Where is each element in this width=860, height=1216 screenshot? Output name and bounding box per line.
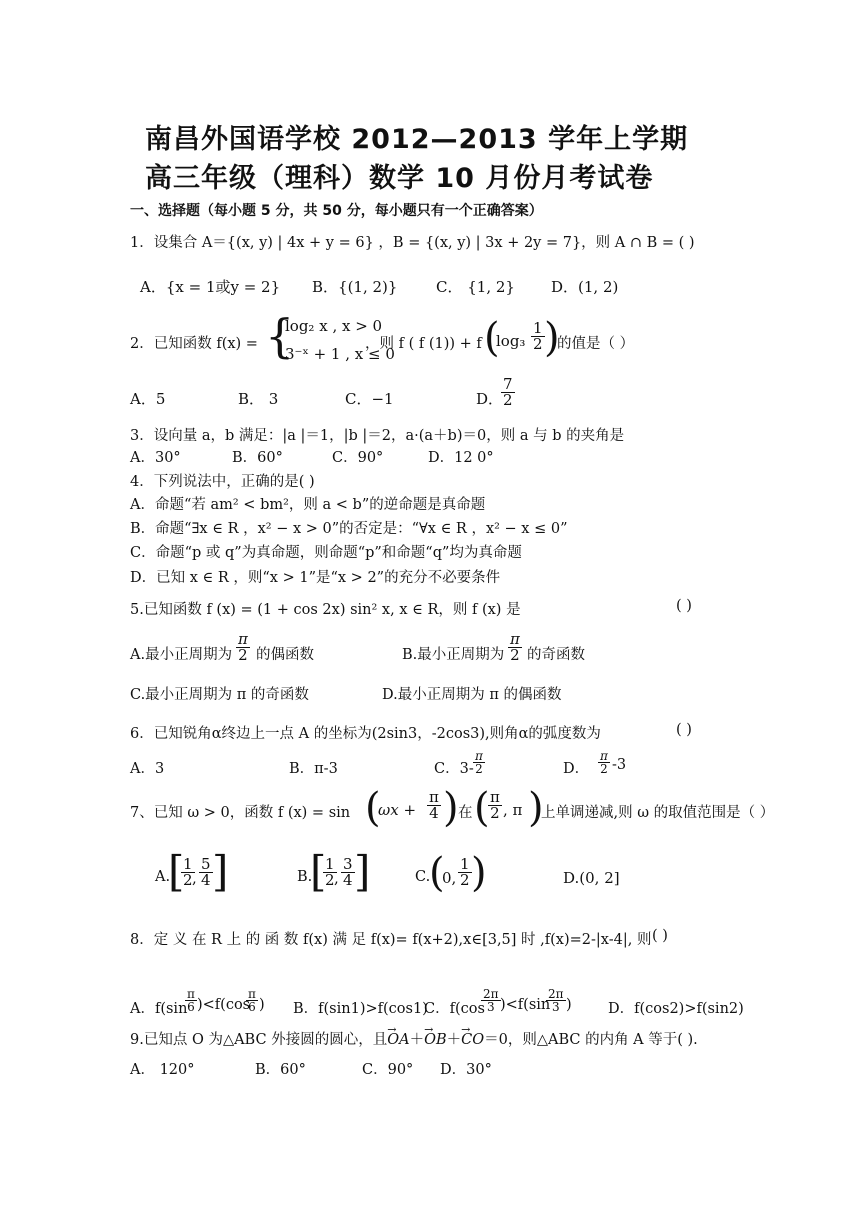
q2-option-d-fraction <box>500 377 516 408</box>
q8-option-a-end: ) <box>259 997 265 1013</box>
q8-c-three2: 3 <box>551 1000 560 1014</box>
q8-option-c-end: ) <box>566 997 572 1013</box>
q8-option-b: B．f(sin1)>f(cos1) <box>293 1001 428 1017</box>
q9-option-b: B．60° <box>255 1062 306 1078</box>
q5-stem: 5.已知函数 f (x) = (1 + cos 2x) sin² x, x ∈ R，则 f (x) 是 <box>130 602 521 618</box>
q8-a-frac2 <box>245 988 259 1013</box>
q5-option-b-post: 的奇函数 <box>527 647 585 663</box>
q2-case1: log₂ x , x > 0 <box>285 317 383 335</box>
q7-option-b-label: B. <box>297 869 313 885</box>
q9-plus-2: ＋ <box>446 1032 462 1048</box>
q5-option-c: C.最小正周期为 π 的奇函数 <box>130 687 309 703</box>
q9-option-c: C．90° <box>362 1062 414 1078</box>
q2-prefix: 2．已知函数 f(x) = <box>130 336 258 352</box>
q7-c-2: 2 <box>460 871 470 889</box>
q8-option-c: C．f(cos <box>424 1001 485 1017</box>
q7-c-lparen: ( <box>429 850 445 896</box>
q6-c-pi: π <box>475 749 483 763</box>
q6-c-two: 2 <box>475 762 483 776</box>
q7-left-paren: ( <box>365 785 381 831</box>
q5-option-b-fraction <box>507 632 523 663</box>
q8-c-frac2 <box>545 988 567 1013</box>
q3-option-a: A．30° <box>130 450 181 466</box>
q4-option-c: C．命题“p 或 q”为真命题，则命题“p”和命题“q”均为真命题 <box>130 545 522 561</box>
q2-option-c: C．−1 <box>345 390 394 408</box>
q7-four: 4 <box>429 804 439 822</box>
q6-d-two: 2 <box>600 762 608 776</box>
q7-b-2: 2 <box>325 871 335 889</box>
q8-c-2pi2: 2π <box>548 987 564 1001</box>
q1-option-a: A．{x = 1或y = 2} <box>140 278 281 296</box>
q9-vector-ob: → OB <box>424 1032 447 1048</box>
q5-option-a-pre: A.最小正周期为 <box>130 647 233 663</box>
q6-answer-paren: ( ) <box>676 722 692 738</box>
q8-a-six2: 6 <box>248 1000 256 1014</box>
q7-in: 在 <box>458 805 473 821</box>
q8-c-three1: 3 <box>486 1000 495 1014</box>
q6-option-c-fraction <box>472 750 486 775</box>
q9-stem <box>130 1028 698 1049</box>
q8-stem: 8．定 义 在 R 上 的 函 数 f(x) 满 足 f(x)= f(x+2),x∈[3,5] 时 ,f(x)=2-|x-4|, 则 <box>130 932 652 948</box>
q3-stem: 3．设向量 a，b 满足：|a |＝1，|b |＝2，a·(a＋b)＝0，则 a 与 b 的夹角是 <box>130 428 625 444</box>
q7-post: 上单调递减,则 ω 的取值范围是（ ） <box>541 805 775 821</box>
q4-option-d: D．已知 x ∈ R ，则“x > 1”是“x > 2”的充分不必要条件 <box>130 570 501 586</box>
q7-a-comma: , <box>192 869 197 887</box>
q1-option-b: B．{(1, 2)} <box>312 278 398 296</box>
q2-d-num: 7 <box>503 375 513 393</box>
q2-suffix: 的值是（ ） <box>557 336 635 352</box>
q5-b-two: 2 <box>510 646 520 664</box>
q7-interval-tail: , π <box>503 801 523 819</box>
q7-c-zero: 0, <box>442 869 457 887</box>
q2-mid: ，则 f ( f (1)) + f <box>365 336 482 352</box>
q3-option-b: B．60° <box>232 450 283 466</box>
q2-left-paren: ( <box>484 315 500 361</box>
q2-log: log₃ <box>496 332 526 350</box>
q7-a-4: 4 <box>201 871 211 889</box>
q7-b-1: 1 <box>325 855 335 873</box>
q5-a-pi: π <box>238 630 248 648</box>
q8-option-a: A．f(sin <box>130 1001 188 1017</box>
q7-b-comma: , <box>334 869 339 887</box>
q9-stem-post: ＝0，则△ABC 的内角 A 等于( ). <box>484 1032 698 1048</box>
q4-option-b: B．命题“∃x ∈ R ，x² − x > 0”的否定是：“∀x ∈ R ，x² − x ≤ 0” <box>130 521 568 537</box>
q6-stem: 6．已知锐角α终边上一点 A 的坐标为(2sin3，-2cos3),则角α的弧度数为 <box>130 726 601 742</box>
q3-option-d: D．12 0° <box>428 450 494 466</box>
q5-b-pi: π <box>510 630 520 648</box>
q7-option-c-label: C. <box>415 869 431 885</box>
q9-vector-co: → CO <box>461 1032 484 1048</box>
q7-b-rbracket: ] <box>354 847 371 896</box>
section-heading: 一、选择题（每小题 5 分，共 50 分，每小题只有一个正确答案） <box>130 203 543 219</box>
q8-a-pi2: π <box>248 987 256 1001</box>
q7-interval-left: ( <box>474 785 490 831</box>
q7-interval-pi: π <box>490 788 500 806</box>
q1-stem: 1．设集合 A＝{(x, y) | 4x + y = 6} ，B = {(x, y) | 3x + 2y = 7}，则 A ∩ B = ( ) <box>130 235 695 251</box>
q1-option-c: C． {1, 2} <box>436 278 515 296</box>
q7-option-d: D.(0, 2] <box>563 869 620 887</box>
q3-option-c: C．90° <box>332 450 384 466</box>
q7-pi-over-2 <box>487 790 503 821</box>
q8-option-d: D．f(cos2)>f(sin2) <box>608 1001 744 1017</box>
q7-pi-over-4 <box>426 790 442 821</box>
q9-stem-pre: 9.已知点 O 为△ABC 外接圆的圆心，且 <box>130 1032 388 1048</box>
q7-a-1: 1 <box>183 855 193 873</box>
q6-option-d-pre: D． <box>563 761 590 777</box>
title-line2: 高三年级（理科）数学 10 月份月考试卷 <box>145 163 654 194</box>
q8-a-six1: 6 <box>187 1000 195 1014</box>
q6-option-b: B．π-3 <box>289 761 338 777</box>
q2-option-d: D． <box>476 390 504 408</box>
q6-option-d-post: -3 <box>612 757 627 773</box>
q2-option-a: A．5 <box>130 390 166 408</box>
q8-c-2pi1: 2π <box>483 987 499 1001</box>
q7-a-lbracket: [ <box>168 847 185 896</box>
q7-pi: π <box>429 788 439 806</box>
q5-answer-paren: ( ) <box>676 598 692 614</box>
q8-a-frac1 <box>184 988 198 1013</box>
title-line1: 南昌外国语学校 2012—2013 学年上学期 <box>145 124 689 155</box>
q5-option-a-fraction <box>235 632 251 663</box>
q7-right-paren: ) <box>443 785 459 831</box>
q7-a-5: 5 <box>201 855 211 873</box>
q7-a-2: 2 <box>183 871 193 889</box>
q2-frac-den: 2 <box>533 335 543 353</box>
q2-case2: 3⁻ˣ + 1 , x ≤ 0 <box>285 345 395 363</box>
q2-brace: { <box>265 309 295 363</box>
q7-interval-right: ) <box>528 785 544 831</box>
q2-frac-num: 1 <box>533 319 543 337</box>
q7-option-a-label: A. <box>155 869 171 885</box>
q4-stem: 4．下列说法中，正确的是( ) <box>130 474 315 490</box>
q5-a-two: 2 <box>238 646 248 664</box>
q5-option-b-pre: B.最小正周期为 <box>402 647 505 663</box>
q6-option-c-pre: C．3- <box>434 761 474 777</box>
q8-answer-paren: ( ) <box>652 928 668 944</box>
q8-option-a-mid: )<f(cos <box>197 997 251 1013</box>
q6-d-pi: π <box>600 749 608 763</box>
q5-option-a-post: 的偶函数 <box>256 647 314 663</box>
q2-right-paren: ) <box>544 315 560 361</box>
q7-c-rparen: ) <box>471 850 487 896</box>
q8-a-pi1: π <box>187 987 195 1001</box>
q2-option-b: B． 3 <box>238 390 279 408</box>
q9-vector-oa: → OA <box>387 1032 409 1048</box>
q4-option-a: A．命题“若 am² < bm²，则 a < b”的逆命题是真命题 <box>130 497 486 513</box>
q9-plus-1: ＋ <box>409 1032 425 1048</box>
q6-option-d-fraction <box>597 750 611 775</box>
q2-d-den: 2 <box>503 391 513 409</box>
q7-b-lbracket: [ <box>310 847 327 896</box>
q8-c-frac1 <box>480 988 502 1013</box>
q7-b-3: 3 <box>343 855 353 873</box>
q7-a-rbracket: ] <box>212 847 229 896</box>
q7-interval-two: 2 <box>490 804 500 822</box>
q1-option-d: D．(1, 2) <box>551 278 619 296</box>
q8-option-c-mid: )<f(sin <box>500 997 551 1013</box>
q9-option-a: A． 120° <box>130 1062 195 1078</box>
q7-pre: 7、已知 ω > 0，函数 f (x) = sin <box>130 805 351 821</box>
q6-option-a: A．3 <box>130 761 165 777</box>
q7-b-4: 4 <box>343 871 353 889</box>
q5-option-d: D.最小正周期为 π 的偶函数 <box>382 687 562 703</box>
q9-option-d: D．30° <box>440 1062 492 1078</box>
q7-inner: ωx + <box>378 801 417 819</box>
q7-c-1: 1 <box>460 855 470 873</box>
